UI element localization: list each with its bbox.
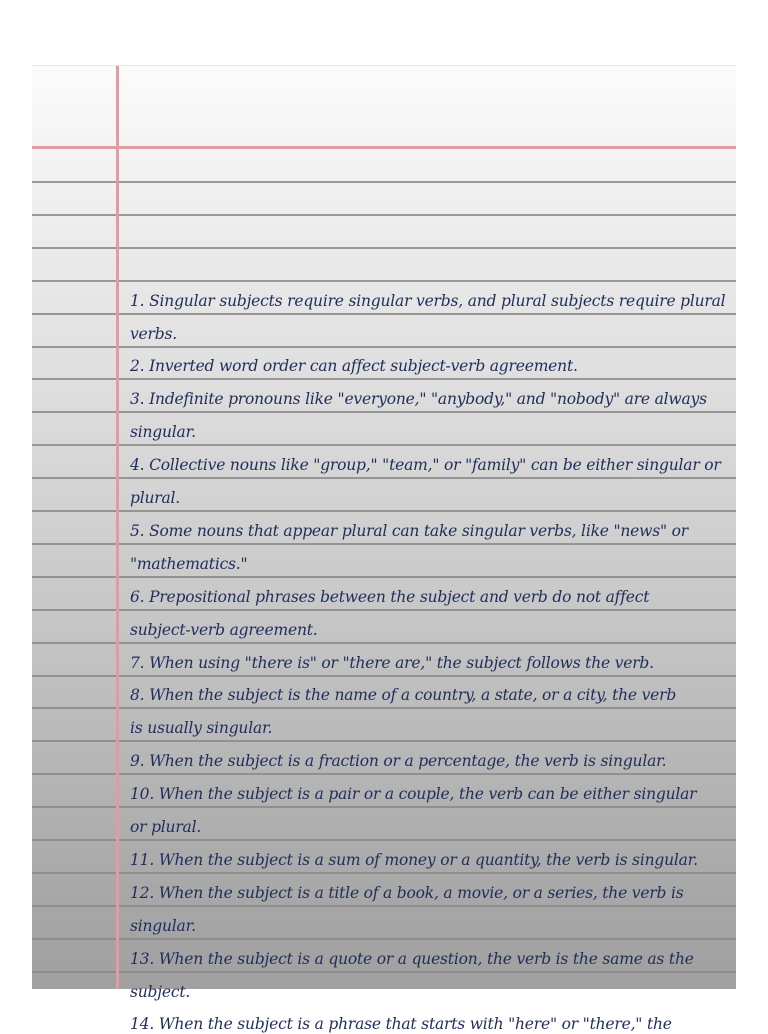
text-line: 5. Some nouns that appear plural can take singular verbs, like "news" or <box>130 522 688 540</box>
ruled-line <box>32 609 736 611</box>
text-line: 4. Collective nouns like "group," "team," or "family" can be either singular or <box>130 456 721 474</box>
ruled-line <box>32 346 736 348</box>
text-line: 13. When the subject is a quote or a question, the verb is the same as the <box>130 950 694 968</box>
ruled-line <box>32 740 736 742</box>
ruled-line <box>32 477 736 479</box>
text-line: subject-verb agreement. <box>130 621 318 639</box>
ruled-line <box>32 642 736 644</box>
ruled-line <box>32 411 736 413</box>
ruled-line <box>32 214 736 216</box>
ruled-line <box>32 675 736 677</box>
text-line: singular. <box>130 423 196 441</box>
ruled-line <box>32 839 736 841</box>
ruled-line <box>32 181 736 183</box>
text-line: 2. Inverted word order can affect subject-verb agreement. <box>130 357 578 375</box>
text-line: 7. When using "there is" or "there are," the subject follows the verb. <box>130 654 654 672</box>
ruled-line <box>32 444 736 446</box>
text-line: subject. <box>130 983 191 1001</box>
text-line: is usually singular. <box>130 719 273 737</box>
ruled-line <box>32 510 736 512</box>
text-line: 6. Prepositional phrases between the subject and verb do not affect <box>130 588 650 606</box>
ruled-line <box>32 707 736 709</box>
text-line: 8. When the subject is the name of a country, a state, or a city, the verb <box>130 686 677 704</box>
ruled-line <box>32 280 736 282</box>
text-line: 11. When the subject is a sum of money or a quantity, the verb is singular. <box>130 851 698 869</box>
ruled-line <box>32 576 736 578</box>
text-line: plural. <box>130 489 180 507</box>
ruled-line <box>32 971 736 973</box>
notebook-page <box>32 65 736 1033</box>
text-line: singular. <box>130 917 196 935</box>
text-line: or plural. <box>130 818 202 836</box>
text-line: 14. When the subject is a phrase that starts with "here" or "there," the <box>130 1015 672 1033</box>
text-line: 3. Indefinite pronouns like "everyone," "anybody," and "nobody" are always <box>130 390 707 408</box>
ruled-line <box>32 378 736 380</box>
ruled-line <box>32 905 736 907</box>
ruled-line <box>32 938 736 940</box>
text-line: 12. When the subject is a title of a book, a movie, or a series, the verb is <box>130 884 684 902</box>
ruled-line <box>32 872 736 874</box>
ruled-line <box>32 543 736 545</box>
ruled-line <box>32 773 736 775</box>
ruled-line <box>32 247 736 249</box>
ruled-line <box>32 806 736 808</box>
text-line: 10. When the subject is a pair or a couple, the verb can be either singular <box>130 785 697 803</box>
text-line: "mathematics." <box>130 555 248 573</box>
text-line: 1. Singular subjects require singular verbs, and plural subjects require plural <box>130 292 726 310</box>
header-red-rule <box>32 146 736 149</box>
ruled-line <box>32 313 736 315</box>
text-line: 9. When the subject is a fraction or a percentage, the verb is singular. <box>130 752 667 770</box>
margin-line <box>116 66 119 989</box>
text-line: verbs. <box>130 325 177 343</box>
